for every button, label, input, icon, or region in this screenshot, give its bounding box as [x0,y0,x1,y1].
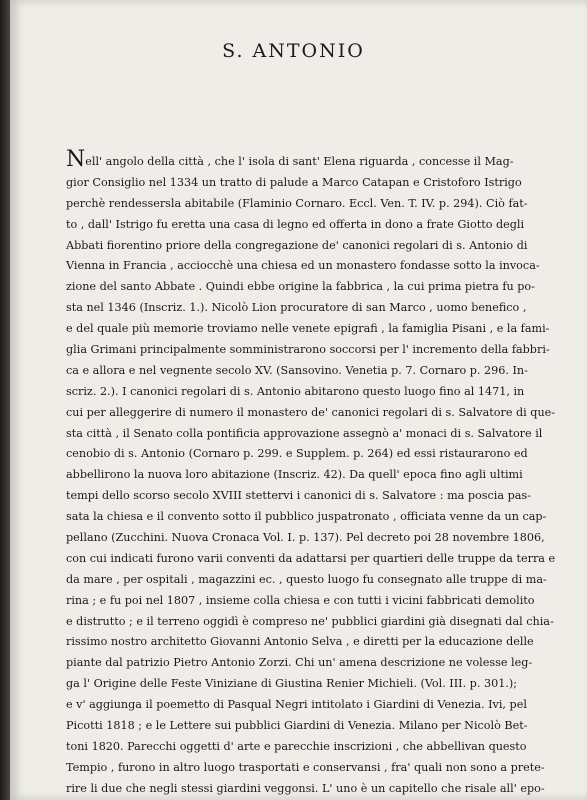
text-line: da mare , per ospitali , magazzini ec. , questo luogo fu consegnato alle truppe di ma- [66,572,547,586]
text-line: e distrutto ; e il terreno oggidì è compreso ne' pubblici giardini già disegnati dal chia- [66,614,554,628]
text-line: e del quale più memorie troviamo nelle venete epigrafi , la famiglia Pisani , e la fami- [66,322,550,336]
text-line: con cui indicati furono varii conventi da adattarsi per quartieri delle truppe da terra e [66,551,556,565]
text-line: tempi dello scorso secolo XVIII stettervi i canonici di s. Salvatore : ma poscia pas- [66,489,531,503]
text-line: abbellirono la nuova loro abitazione (Inscriz. 42). Da quell' epoca fino agli ultimi [66,468,523,482]
text-line: piante dal patrizio Pietro Antonio Zorzi. Chi un' amena descrizione ne volesse leg- [66,656,533,670]
text-line: cui per alleggerire di numero il monastero de' canonici regolari di s. Salvatore di que- [66,405,556,419]
body-text [66,147,556,800]
text-line-content: ell' angolo della città , che l' isola di sant' Elena riguarda , concesse il Mag- [85,155,514,168]
text-line: rire li due che negli stessi giardini veggonsi. L' uno è un capitello che risale all' epo- [66,781,545,795]
text-line [66,147,514,173]
text-line: toni 1820. Parecchi oggetti d' arte e parecchie inscrizioni , che abbellivan questo [66,739,527,753]
text-line: ca e allora e nel vegnente secolo XV. (Sansovino. Venetia p. 7. Cornaro p. 296. In- [66,363,528,377]
text-line: rissimo nostro architetto Giovanni Antonio Selva , e diretti per la educazione delle [66,635,534,649]
text-line: Tempio , furono in altro luogo trasportati e conservansi , fra' quali non sono a prete- [66,760,545,774]
text-line: cenobio di s. Antonio (Cornaro p. 299. e Supplem. p. 264) ed essi ristaurarono ed [66,447,528,461]
text-line: rina ; e fu poi nel 1807 , insieme colla chiesa e con tutti i vicini fabbricati demolito [66,593,535,607]
page-title: S. ANTONIO [222,40,365,62]
page-binding-edge [0,0,10,800]
text-line: Vienna in Francia , acciocchè una chiesa ed un monastero fondasse sotto la invoca- [66,259,540,273]
text-line: Picotti 1818 ; e le Lettere sui pubblici Giardini di Venezia. Milano per Nicolò Bet- [66,719,528,733]
text-line: e v' aggiunga il poemetto di Pasqual Negri intitolato i Giardini di Venezia. Ivi, pel [66,698,527,712]
text-line: gior Consiglio nel 1334 un tratto di palude a Marco Catapan e Cristoforo Istrigo [66,175,522,189]
text-line: perchè rendessersla abitabile (Flaminio Cornaro. Eccl. Ven. T. IV. p. 294). Ciò fat- [66,196,528,210]
text-line: sata la chiesa e il convento sotto il pubblico juspatronato , officiata venne da un cap- [66,510,547,524]
text-line: ga l' Origine delle Feste Viniziane di Giustina Renier Michieli. (Vol. III. p. 301.); [66,677,517,691]
text-line: to , dall' Istrigo fu eretta una casa di legno ed offerta in dono a frate Giotto degli [66,217,525,231]
text-line: zione del santo Abbate . Quindi ebbe origine la fabbrica , la cui prima pietra fu po- [66,280,535,294]
text-line: Abbati fiorentino priore della congregazione de' canonici regolari di s. Antonio di [66,238,528,252]
text-line: sta città , il Senato colla pontificia approvazione assegnò a' monaci di s. Salvatore il [66,426,543,440]
text-line: glia Grimani principalmente somministrarono soccorsi per l' incremento della fabbri- [66,343,550,357]
text-line: scriz. 2.). I canonici regolari di s. Antonio abitarono questo luogo fino al 1471, in [66,384,525,398]
drop-cap: N [66,147,86,172]
text-line: pellano (Zucchini. Nuova Cronaca Vol. I. p. 137). Pel decreto poi 28 novembre 1806, [66,531,545,545]
text-line: sta nel 1346 (Inscriz. 1.). Nicolò Lion procuratore di san Marco , uomo benefico , [66,301,527,315]
